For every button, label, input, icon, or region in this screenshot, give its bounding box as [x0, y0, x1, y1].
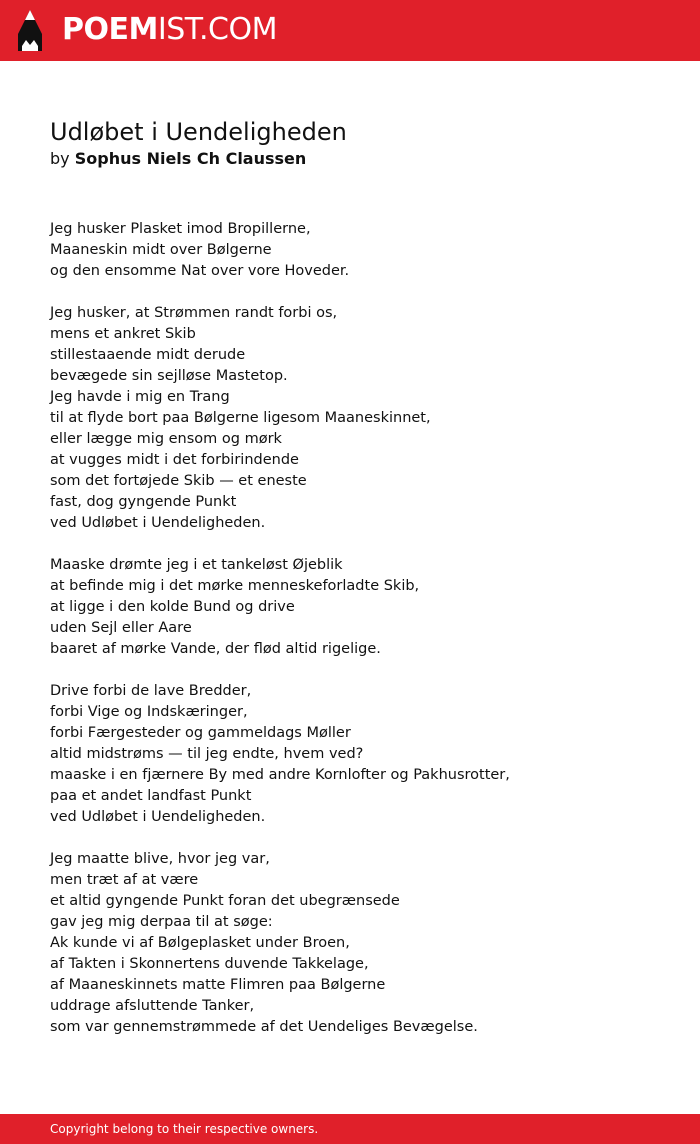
- poem-line: Jeg maatte blive, hvor jeg var,: [50, 851, 270, 867]
- poem-stanza: [50, 555, 670, 660]
- poem-body: [50, 219, 670, 1059]
- site-logo-link[interactable]: [62, 11, 277, 49]
- site-header: [0, 0, 700, 61]
- poem-line: maaske i en fjærnere By med andre Kornlofter og Pakhusrotter,: [50, 767, 510, 783]
- poem-stanza: [50, 303, 670, 534]
- poem-line: stillestaaende midt derude: [50, 347, 246, 363]
- poem-line: et altid gyngende Punkt foran det ubegrænsede: [50, 893, 400, 909]
- poem-stanza: [50, 849, 670, 1038]
- poem-line: til at flyde bort paa Bølgerne ligesom Maaneskinnet,: [50, 410, 431, 426]
- poem-line: Maaneskin midt over Bølgerne: [50, 242, 272, 258]
- logo-text-bold: POEM: [62, 12, 158, 47]
- by-label: by: [50, 149, 70, 168]
- poem-line: Jeg husker Plasket imod Bropillerne,: [50, 221, 311, 237]
- poem-line: at befinde mig i det mørke menneskeforladte Skib,: [50, 578, 420, 594]
- poem-author: Sophus Niels Ch Claussen: [74, 149, 307, 168]
- poem-line: at vugges midt i det forbirindende: [50, 452, 299, 468]
- poem-line: uddrage afsluttende Tanker,: [50, 998, 255, 1014]
- poem-byline: [50, 148, 306, 170]
- site-footer: [0, 1114, 700, 1144]
- poem-line: forbi Vige og Indskæringer,: [50, 704, 248, 720]
- poem-line: Ak kunde vi af Bølgeplasket under Broen,: [50, 935, 350, 951]
- poem-line: ved Udløbet i Uendeligheden.: [50, 515, 266, 531]
- logo-text-light: IST.COM: [157, 12, 277, 47]
- poem-line: Drive forbi de lave Bredder,: [50, 683, 252, 699]
- poem-line: som det fortøjede Skib — et eneste: [50, 473, 307, 489]
- poem-line: af Maaneskinnets matte Flimren paa Bølgerne: [50, 977, 386, 993]
- poem-line: men træt af at være: [50, 872, 199, 888]
- poem-line: af Takten i Skonnertens duvende Takkelage,: [50, 956, 369, 972]
- poem-line: baaret af mørke Vande, der flød altid rigelige.: [50, 641, 381, 657]
- poem-line: paa et andet landfast Punkt: [50, 788, 252, 804]
- poem-line: eller lægge mig ensom og mørk: [50, 431, 282, 447]
- poem-line: altid midstrøms — til jeg endte, hvem ved?: [50, 746, 364, 762]
- poem-line: gav jeg mig derpaa til at søge:: [50, 914, 273, 930]
- poem-line: ved Udløbet i Uendeligheden.: [50, 809, 266, 825]
- poem-line: fast, dog gyngende Punkt: [50, 494, 237, 510]
- poem-line: som var gennemstrømmede af det Uendeliges Bevægelse.: [50, 1019, 478, 1035]
- pencil-tip-icon[interactable]: [18, 10, 42, 51]
- poem-line: uden Sejl eller Aare: [50, 620, 192, 636]
- poem-line: Jeg havde i mig en Trang: [50, 389, 230, 405]
- poem-title: Udløbet i Uendeligheden: [50, 118, 347, 146]
- poem-line: bevægede sin sejlløse Mastetop.: [50, 368, 288, 384]
- poem-stanza: [50, 219, 670, 282]
- poem-line: forbi Færgesteder og gammeldags Møller: [50, 725, 351, 741]
- poem-line: Jeg husker, at Strømmen randt forbi os,: [50, 305, 338, 321]
- poem-line: og den ensomme Nat over vore Hoveder.: [50, 263, 350, 279]
- poem-stanza: [50, 681, 670, 828]
- poem-line: at ligge i den kolde Bund og drive: [50, 599, 295, 615]
- copyright-notice: Copyright belong to their respective owners.: [50, 1122, 319, 1136]
- poem-line: mens et ankret Skib: [50, 326, 196, 342]
- poem-line: Maaske drømte jeg i et tankeløst Øjeblik: [50, 557, 343, 573]
